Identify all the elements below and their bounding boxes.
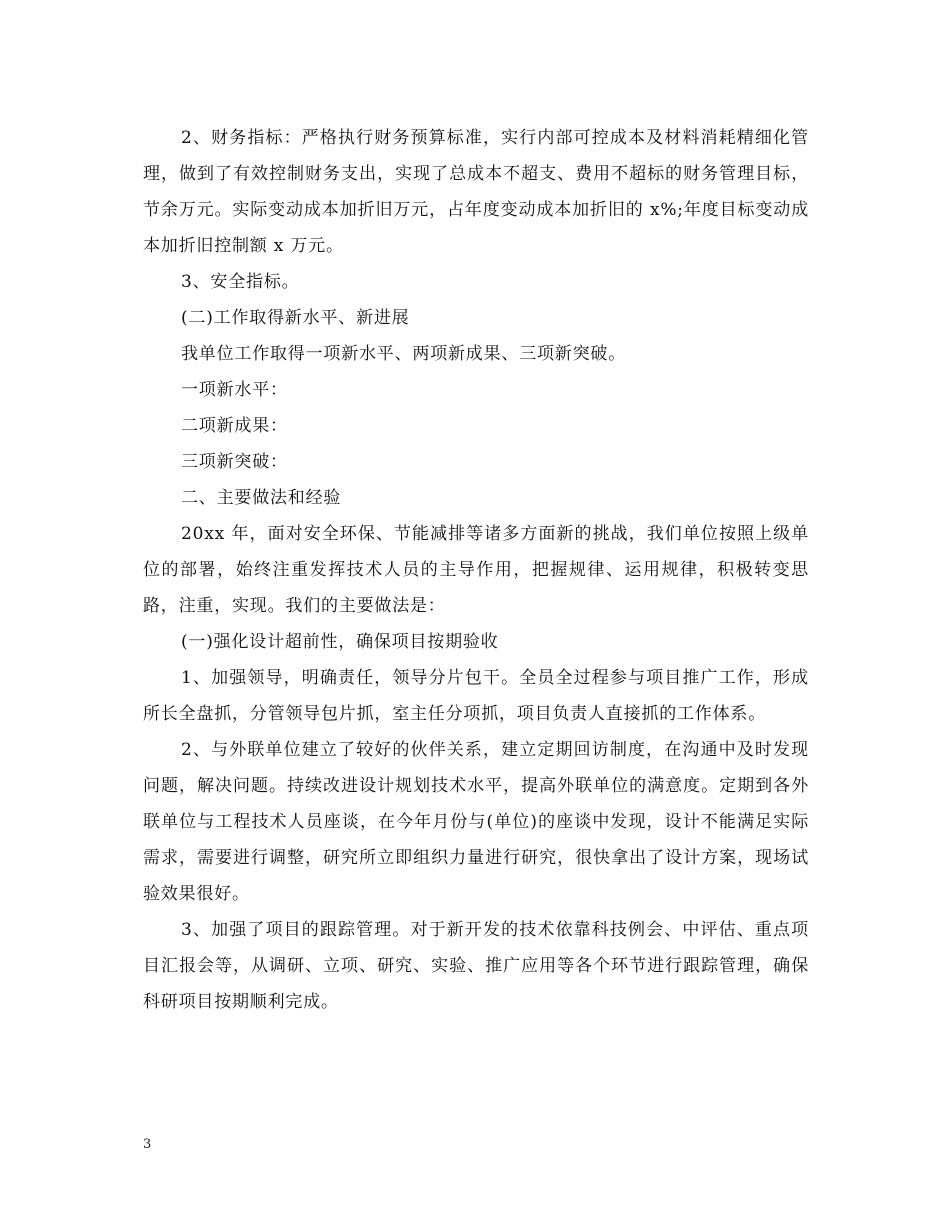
paragraph-project-tracking: 3、加强了项目的跟踪管理。对于新开发的技术依靠科技例会、中评估、重点项目汇报会等，从调研、立项、研究、实验、推广应用等各个环节进行跟踪管理，确保科研项目按期顺利完成。 bbox=[143, 920, 809, 1012]
paragraph-partnership: 2、与外联单位建立了较好的伙伴关系，建立定期回访制度，在沟通中及时发现问题，解决问题。持续改进设计规划技术水平，提高外联单位的满意度。定期到各外联单位与工程技术人员座谈，在今年月份与(单位)的座谈中发现，设计不能满足实际需求，需要进行调整，研究所立即组织力量进行研究，很快拿出了设计方案，现场试验效果很好。 bbox=[143, 740, 809, 904]
paragraph-new-level: 一项新水平： bbox=[181, 380, 288, 400]
paragraph-new-breakthroughs: 三项新突破： bbox=[181, 452, 288, 472]
paragraph-section-heading-2: (二)工作取得新水平、新进展 bbox=[181, 308, 410, 328]
page-number: 3 bbox=[143, 1137, 152, 1152]
paragraph-new-results: 二项新成果： bbox=[181, 416, 288, 436]
paragraph-design-heading: (一)强化设计超前性，确保项目按期验收 bbox=[181, 632, 499, 652]
paragraph-safety-indicator: 3、安全指标。 bbox=[181, 272, 300, 292]
paragraph-practices-intro: 20xx 年，面对安全环保、节能减排等诸多方面新的挑战，我们单位按照上级单位的部署，始终注重发挥技术人员的主导作用，把握规律、运用规律，积极转变思路，注重，实现。我们的主要做法是： bbox=[143, 524, 809, 616]
paragraph-leadership: 1、加强领导，明确责任，领导分片包干。全员全过程参与项目推广工作，形成所长全盘抓，分管领导包片抓，室主任分项抓，项目负责人直接抓的工作体系。 bbox=[143, 668, 809, 724]
paragraph-achievements-summary: 我单位工作取得一项新水平、两项新成果、三项新突破。 bbox=[181, 344, 626, 364]
paragraph-main-practices-heading: 二、主要做法和经验 bbox=[181, 488, 342, 508]
body-text bbox=[143, 120, 809, 1020]
paragraph-financial-indicator: 2、财务指标：严格执行财务预算标准，实行内部可控成本及材料消耗精细化管理，做到了有效控制财务支出，实现了总成本不超支、费用不超标的财务管理目标，节余万元。实际变动成本加折旧万元，占年度变动成本加折旧的 x%;年度目标变动成本加折旧控制额 x 万元。 bbox=[143, 128, 809, 256]
